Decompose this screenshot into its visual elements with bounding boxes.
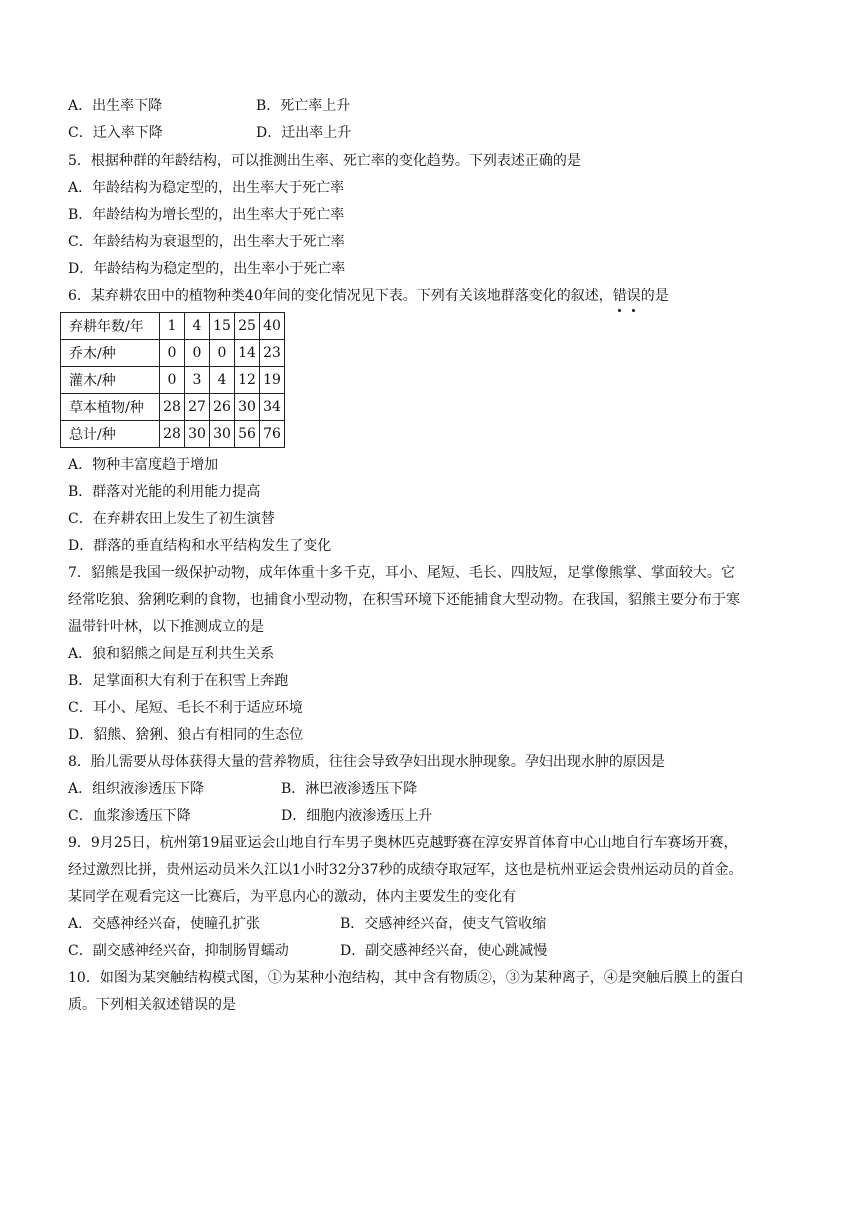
table-row: [61, 367, 285, 394]
q5-option-d: D．年龄结构为稳定型的，出生率小于死亡率: [68, 261, 346, 277]
q10-stem-line-2: 质。下列相关叙述错误的是: [68, 997, 236, 1013]
table-cell: 0: [160, 367, 185, 394]
q4-options-row-2: [68, 120, 798, 147]
table-cell: 0: [185, 340, 210, 367]
table-cell: 12: [235, 367, 260, 394]
table-cell: 40: [260, 313, 285, 340]
q7-option-a: A．狼和貂熊之间是互利共生关系: [68, 646, 275, 662]
q6-option-d: D．群落的垂直结构和水平结构发生了变化: [68, 538, 332, 554]
table-cell: 3: [185, 367, 210, 394]
q9-option-a: A．交感神经兴奋，使瞳孔扩张: [68, 916, 261, 932]
table-row-label: 弃耕年数/年: [61, 313, 160, 340]
q8-stem: 8．胎儿需要从母体获得大量的营养物质，往往会导致孕妇出现水肿现象。孕妇出现水肿的原因是: [68, 754, 665, 770]
table-cell: 4: [185, 313, 210, 340]
table-cell: 28: [160, 421, 185, 448]
q6-option-a: A．物种丰富度趋于增加: [68, 457, 219, 473]
q7-option-c: C．耳小、尾短、毛长不利于适应环境: [68, 700, 303, 716]
table-cell: 25: [235, 313, 260, 340]
q6-stem: 6．某弃耕农田中的植物种类40年间的变化情况见下表。下列有关该地群落变化的叙述，: [68, 288, 613, 304]
q9-stem-line-3: 某同学在观看完这一比赛后，为平息内心的激动，体内主要发生的变化有: [68, 889, 516, 905]
table-cell: 0: [210, 340, 235, 367]
q7-stem-line-3: 温带针叶林，以下推测成立的是: [68, 619, 264, 635]
table-row-label: 灌木/种: [61, 367, 160, 394]
table-cell: 34: [260, 394, 285, 421]
q8-option-d: D．细胞内液渗透压上升: [281, 808, 433, 824]
q9-stem-line-2: 经过激烈比拼，贵州运动员米久江以1小时32分37秒的成绩夺取冠军，这也是杭州亚运会贵州运动员的首金。: [68, 862, 743, 878]
q6-option-c: C．在弃耕农田上发生了初生演替: [68, 511, 275, 527]
table-row-label: 乔木/种: [61, 340, 160, 367]
q7-stem-line-1: 7．貂熊是我国一级保护动物，成年体重十多千克，耳小、尾短、毛长、四肢短，足掌像熊掌、掌面较大。它: [68, 565, 735, 581]
q8-option-c: C．血浆渗透压下降: [68, 808, 191, 824]
table-cell: 26: [210, 394, 235, 421]
q9-stem-line-1: 9．9月25日，杭州第19届亚运会山地自行车男子奥林匹克越野赛在淳安界首体育中心山地自行车赛场开赛，: [68, 835, 738, 851]
q6-emphasis-char-2: 误: [627, 283, 641, 310]
table-cell: 1: [160, 313, 185, 340]
table-cell: 30: [235, 394, 260, 421]
table-cell: 19: [260, 367, 285, 394]
q7-option-b: B．足掌面积大有利于在积雪上奔跑: [68, 673, 289, 689]
q8-option-a: A．组织液渗透压下降: [68, 781, 205, 797]
table-cell: 30: [185, 421, 210, 448]
q5-option-b: B．年龄结构为增长型的，出生率大于死亡率: [68, 207, 345, 223]
q4-options-row-1: [68, 93, 798, 120]
q7-stem-line-2: 经常吃狼、猞猁吃剩的食物，也捕食小型动物，在积雪环境下还能捕食大型动物。在我国，貂熊主要分布于寒: [68, 592, 740, 608]
q6-emphasis-char-1: 错: [613, 283, 627, 310]
table-row-label: 总计/种: [61, 421, 160, 448]
q9-options-row-2: [68, 938, 798, 965]
q6-stem-line: [68, 283, 798, 310]
q4-option-b: B．死亡率上升: [256, 98, 351, 114]
q4-option-a: A．出生率下降: [68, 98, 163, 114]
q8-options-row-1: [68, 776, 798, 803]
table-cell: 4: [210, 367, 235, 394]
q9-options-row-1: [68, 911, 798, 938]
q9-option-d: D．副交感神经兴奋，使心跳减慢: [340, 943, 548, 959]
q9-option-c: C．副交感神经兴奋，抑制肠胃蠕动: [68, 943, 289, 959]
table-row-label: 草本植物/种: [61, 394, 160, 421]
table-cell: 28: [160, 394, 185, 421]
q5-option-a: A．年龄结构为稳定型的，出生率大于死亡率: [68, 180, 345, 196]
q5-stem: 5．根据种群的年龄结构，可以推测出生率、死亡率的变化趋势。下列表述正确的是: [68, 153, 581, 169]
q6-option-b: B．群落对光能的利用能力提高: [68, 484, 261, 500]
table-cell: 27: [185, 394, 210, 421]
table-cell: 76: [260, 421, 285, 448]
table-row: [61, 313, 285, 340]
q4-option-c: C．迁入率下降: [68, 125, 163, 141]
table-row: [61, 340, 285, 367]
table-row: [61, 394, 285, 421]
q10-stem-line-1: 10．如图为某突触结构模式图，①为某种小泡结构，其中含有物质②，③为某种离子，④是突触后膜上的蛋白: [68, 970, 744, 986]
q4-option-d: D．迁出率上升: [256, 125, 352, 141]
table-cell: 15: [210, 313, 235, 340]
table-row: [61, 421, 285, 448]
q7-option-d: D．貂熊、猞猁、狼占有相同的生态位: [68, 727, 304, 743]
q9-option-b: B．交感神经兴奋，使支气管收缩: [340, 916, 547, 932]
table-cell: 0: [160, 340, 185, 367]
table-cell: 14: [235, 340, 260, 367]
table-cell: 30: [210, 421, 235, 448]
table-cell: 56: [235, 421, 260, 448]
q8-option-b: B．淋巴液渗透压下降: [281, 781, 418, 797]
q5-option-c: C．年龄结构为衰退型的，出生率大于死亡率: [68, 234, 345, 250]
q8-options-row-2: [68, 803, 798, 830]
q6-data-table: [60, 312, 285, 448]
q6-stem-end: 的是: [640, 288, 669, 304]
table-cell: 23: [260, 340, 285, 367]
